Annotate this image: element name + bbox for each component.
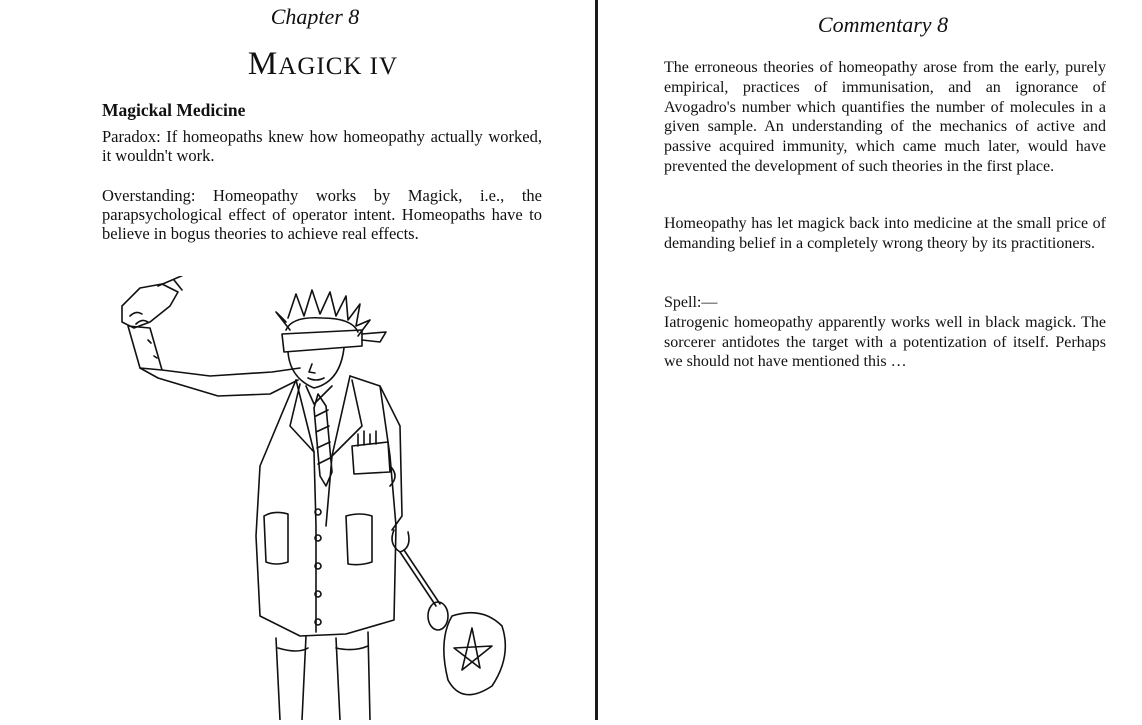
chapter-title-cap: M <box>247 46 279 82</box>
page-gutter <box>595 0 598 720</box>
paradox-paragraph: Paradox: If homeopaths knew how homeopathy actually worked, it wouldn't work. <box>102 127 542 165</box>
spell-text: Iatrogenic homeopathy apparently works well in black magick. The sorcerer antidotes the target with a potentization of itself. Perhaps we should not have mentioned this … <box>664 313 1106 371</box>
chapter-title <box>0 46 646 83</box>
spell-block <box>664 293 1106 372</box>
commentary-paragraph-2: Homeopathy has let magick back into medicine at the small price of demanding belief in a completely wrong theory by its practitioners. <box>664 215 1106 252</box>
commentary-paragraph-1: The erroneous theories of homeopathy arose from the early, purely empirical, practices of immunisation, and an ignorance of Avogadro's number which quantifies the number of molecules in a given sample. An understanding of the mechanics of active and passive acquired immunity, which came much later, would have prevented the development of such theories in the first place. <box>664 59 1106 175</box>
commentary-title: Commentary 8 <box>817 12 949 37</box>
spell-label: Spell:— <box>664 294 718 311</box>
overstanding-paragraph: Overstanding: Homeopathy works by Magick, i.e., the parapsychological effect of operator intent. Homeopaths have to believe in bogus theories to achieve real effects. <box>102 186 542 243</box>
chapter-title-rest: AGICK IV <box>278 53 399 80</box>
right-page <box>600 0 1142 720</box>
chapter-label: Chapter 8 <box>270 4 360 29</box>
section-heading: Magickal Medicine <box>102 100 246 120</box>
doctor-illustration <box>100 276 540 720</box>
